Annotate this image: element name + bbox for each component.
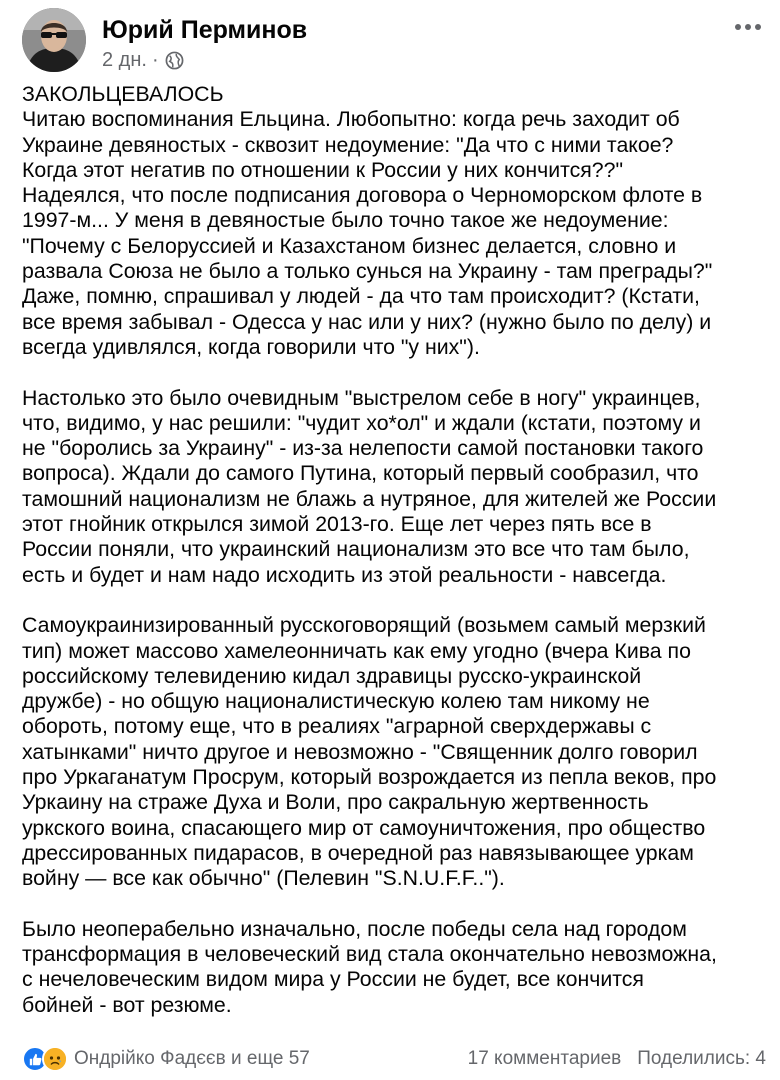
post-header	[22, 8, 766, 74]
comments-count[interactable]: 17 комментариев	[467, 1048, 622, 1069]
post-paragraph: Самоукраинизированный русскоговорящий (возьмем самый мерзкий тип) может массово хамелеонничать как ему угодно (вчера Кива по российскому телевидению кидал здравицы русско-украинской дружбе) - но общую националистическую колею там никому не обороть, потому еще, что в реалиях "аграрной сверхдержавы с хатынками" ничто другое и невозможно - "Священник долго говорил про Уркаганатум Просрум, который возрождается из пепла веков, про Уркаину на страже Духа и Воли, про сакральную жертвенность уркского воина, спасающего мир от самоуничтожения, про общество дрессированных пидарасов, в очередной раз навязывающее уркам войну — все как обычно" (Пелевин "S.N.U.F.F..").	[22, 613, 717, 891]
reactions-summary[interactable]	[22, 1046, 310, 1072]
reactors-text[interactable]: Ондрійко Фадєєв и еще 57	[74, 1048, 310, 1069]
avatar-image	[22, 8, 86, 72]
sad-icon	[42, 1046, 68, 1072]
post-meta	[102, 49, 184, 72]
avatar[interactable]	[22, 8, 86, 72]
post-body	[22, 82, 774, 1018]
post-paragraph: ЗАКОЛЬЦЕВАЛОСЬ Читаю воспоминания Ельцина. Любопытно: когда речь заходит об Украине девяностых - сквозит недоумение: "Да что с ними такое? Когда этот негатив по отношении к России у них кончится??" Надеялся, что после подписания договора о Черноморском флоте в 1997-м... У меня в девяностые было точно такое же недоумение: "Почему с Белоруссией и Казахстаном бизнес делается, словно и развала Союза не было а только сунься на Украину - там преграды?" Даже, помню, спрашивал у людей - да что там происходит? (Кстати, все время забывал - Одесса у нас или у них? (нужно было по делу) и всегда удивлялся, когда говорили что "у них").	[22, 82, 713, 359]
author-name[interactable]: Юрий Перминов	[102, 16, 308, 44]
engagement-counts	[468, 1048, 766, 1070]
meta-separator: ·	[151, 49, 159, 71]
post-paragraph: Настолько это было очевидным "выстрелом себе в ногу" украинцев, что, видимо, у нас решили: "чудит хо*ол" и ждали (кстати, поэтому и не "боролись за Украину" - из-за нелепости самой постановки такого вопроса). Ждали до самого Путина, который первый сообразил, что тамошний национализм не блажь а нутряное, для жителей же России этот гнойник открылся зимой 2013-го. Еще лет через пять все в России поняли, что украинский национализм это все что там было, есть и будет и нам надо исходить из этой реальности - навсегда.	[22, 385, 717, 587]
more-options-button[interactable]	[730, 12, 766, 42]
globe-icon[interactable]	[165, 51, 184, 70]
shares-count[interactable]: Поделились: 4	[637, 1048, 766, 1069]
post-footer	[22, 1044, 766, 1074]
more-horizontal-icon	[734, 18, 762, 36]
post-paragraph: Было неоперабельно изначально, после победы села над городом трансформация в человеческий вид стала окончательно невозможна, с нечеловеческим видом мира у России не будет, все кончится бойней - вот резюме.	[22, 916, 717, 1017]
post-timestamp[interactable]: 2 дн.	[102, 49, 147, 71]
